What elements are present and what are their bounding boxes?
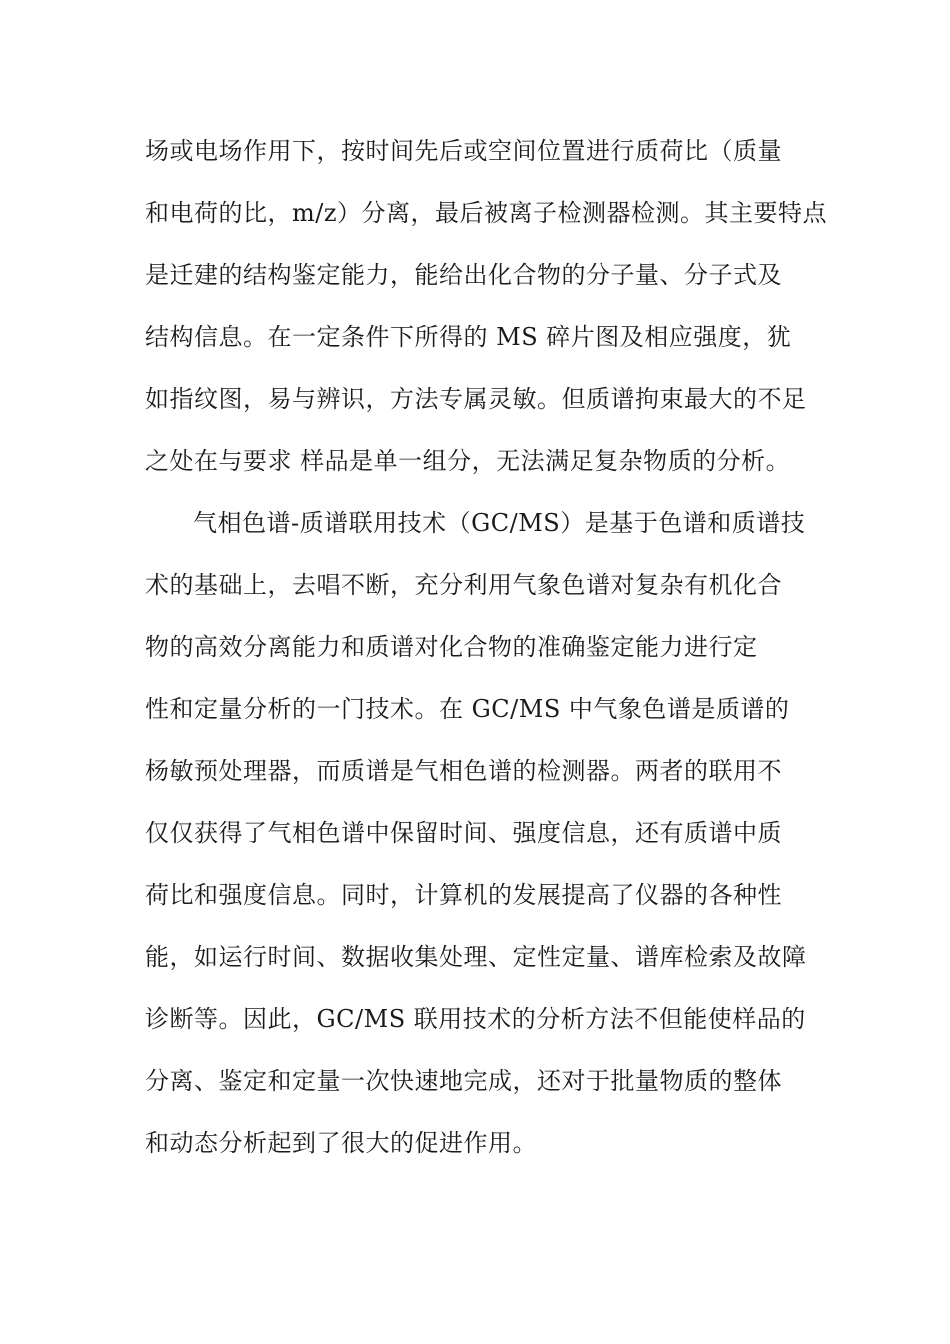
text-line: 气相色谱-质谱联用技术（GC/MS）是基于色谱和质谱技 <box>193 509 806 537</box>
text-line: 杨敏预处理器，而质谱是气相色谱的检测器。两者的联用不 <box>145 757 782 785</box>
text-line: 和动态分析起到了很大的促进作用。 <box>145 1129 537 1157</box>
text-line: 如指纹图，易与辨识，方法专属灵敏。但质谱拘束最大的不足 <box>145 385 807 413</box>
text-line: 术的基础上，去唱不断，充分利用气象色谱对复杂有机化合 <box>145 571 782 599</box>
text-line: 能，如运行时间、数据收集处理、定性定量、谱库检索及故障 <box>145 943 807 971</box>
text-line: 荷比和强度信息。同时，计算机的发展提高了仪器的各种性 <box>145 881 782 909</box>
text-line: 和电荷的比，m/z）分离，最后被离子检测器检测。其主要特点 <box>145 199 827 227</box>
paragraph-ms-overview <box>145 126 827 498</box>
text-line: 分离、鉴定和定量一次快速地完成，还对于批量物质的整体 <box>145 1067 782 1095</box>
text-line: 场或电场作用下，按时间先后或空间位置进行质荷比（质量 <box>145 137 782 165</box>
text-line: 性和定量分析的一门技术。在 GC/MS 中气象色谱是质谱的 <box>145 695 790 723</box>
text-line: 结构信息。在一定条件下所得的 MS 碎片图及相应强度，犹 <box>145 323 792 351</box>
text-line: 仅仅获得了气相色谱中保留时间、强度信息，还有质谱中质 <box>145 819 782 847</box>
text-line: 之处在与要求 样品是单一组分，无法满足复杂物质的分析。 <box>145 447 791 475</box>
text-line: 物的高效分离能力和质谱对化合物的准确鉴定能力进行定 <box>145 633 758 661</box>
text-line: 诊断等。因此，GC/MS 联用技术的分析方法不但能使样品的 <box>145 1005 806 1033</box>
document-body <box>145 126 827 1180</box>
text-line: 是迁建的结构鉴定能力，能给出化合物的分子量、分子式及 <box>145 261 782 289</box>
paragraph-gcms-technique <box>145 498 810 1180</box>
